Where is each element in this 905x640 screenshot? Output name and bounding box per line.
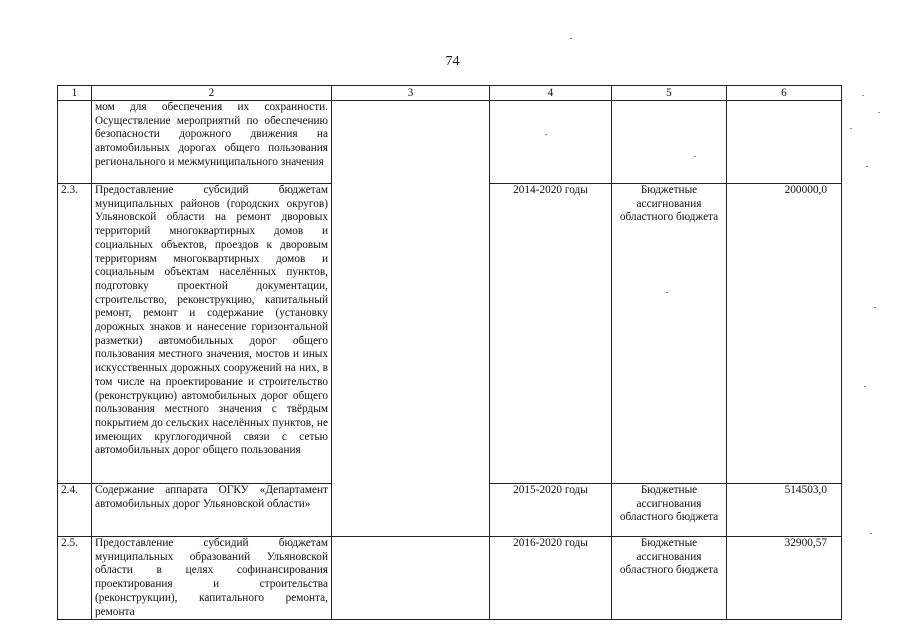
row-number: 2.3. [58,184,92,484]
scan-artifact [874,307,876,308]
row-description: Предоставление субсидий бюджетам муниципальных районов (городских округов) Ульяновской области на ремонт дворовых территорий многоквартирных домов и социальных объектов, проездов к дворовым территориям многоквартирных домов и социальным объектам населённых пунктов, подготовку проектной документации, строительство, реконструкцию, капитальный ремонт, ремонт и содержание (установку дорожных знаков и нанесение горизонтальной разметки) автомобильных дорог общего пользования местного значения, мостов и иных искусственных дорожных сооружений на них, в том числе на проектирование и строительство (реконструкцию) автомобильных дорог общего пользования местного значения с твёрдым покрытием до сельских населённых пунктов, не имеющих круглогодичной связи с сетью автомобильных дорог общего пользования [92,184,332,484]
row-amount: 200000,0 [727,184,842,484]
scan-artifact [878,112,880,113]
column-header: 1 [58,86,92,101]
row-period: 2014-2020 годы [490,184,612,484]
table-row [58,537,842,620]
column-header: 3 [332,86,490,101]
column-header: 4 [490,86,612,101]
row-amount [727,101,842,184]
row-period: 2016-2020 годы [490,537,612,620]
scan-artifact [870,533,872,534]
table-header-row [58,86,842,101]
scan-artifact [864,386,866,387]
row-source [612,101,727,184]
row-col3 [332,537,490,620]
row-description: мом для обеспечения их сохранности. Осуществление мероприятий по обеспечению безопасности дорожного движения на автомобильных дорогах общего пользования регионального и межмуниципального значения [92,101,332,184]
row-number: 2.5. [58,537,92,620]
column-header: 6 [727,86,842,101]
column-header: 2 [92,86,332,101]
row-source: Бюджетные ассигнования областного бюджета [612,184,727,484]
page-number: 74 [445,54,460,69]
row-source: Бюджетные ассигнования областного бюджета [612,537,727,620]
table-row [58,101,842,184]
row-period [490,101,612,184]
scan-artifact [866,166,868,167]
column-header: 5 [612,86,727,101]
row-amount: 514503,0 [727,484,842,537]
scan-artifact [570,38,572,39]
row-number [58,101,92,184]
row-number: 2.4. [58,484,92,537]
budget-table [57,85,842,620]
scan-artifact [862,95,864,96]
row-col3 [332,101,490,537]
row-source: Бюджетные ассигнования областного бюджета [612,484,727,537]
scan-artifact [545,134,547,135]
row-description: Предоставление субсидий бюджетам муниципальных образований Ульяновской области в целях софинансирования проектирования и строительства (реконструкции), капитального ремонта, ремонта [92,537,332,620]
scan-artifact [694,156,696,157]
scan-artifact [666,292,668,293]
row-description: Содержание аппарата ОГКУ «Департамент автомобильных дорог Ульяновской области» [92,484,332,537]
row-period: 2015-2020 годы [490,484,612,537]
scan-artifact [850,128,852,129]
row-amount: 32900,57 [727,537,842,620]
